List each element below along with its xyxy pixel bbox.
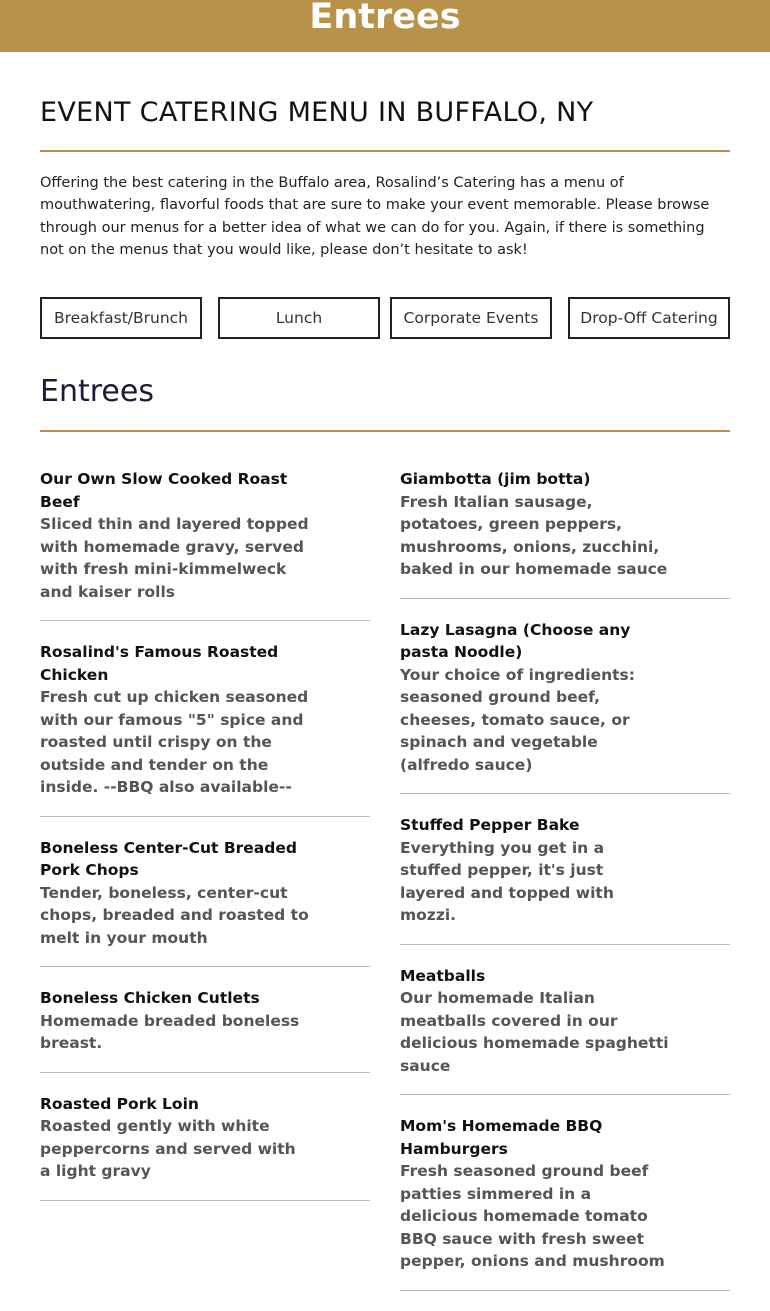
menu-item-name: Stuffed Pepper Bake bbox=[400, 816, 580, 834]
menu-item-description: Fresh Italian sausage, potatoes, green peppers, mushrooms, onions, zucchini, baked in our homemade sauce bbox=[400, 492, 668, 578]
menu-item-name: Boneless Center-Cut Breaded Pork Chops bbox=[40, 838, 297, 879]
menu-item-description: Everything you get in a stuffed pepper, it's just layered and topped with mozzi. bbox=[400, 838, 614, 924]
menu-item-name: Our Own Slow Cooked Roast Beef bbox=[40, 470, 288, 511]
menu-item bbox=[40, 468, 370, 621]
tab-lunch[interactable]: Lunch bbox=[218, 297, 380, 339]
menu-item-description: Homemade breaded boneless breast. bbox=[40, 1011, 300, 1052]
menu-item-description: Our homemade Italian meatballs covered in our delicious homemade spaghetti sauce bbox=[400, 989, 669, 1075]
menu-item-name: Boneless Chicken Cutlets bbox=[40, 989, 260, 1007]
menu-item-name: Rosalind's Famous Roasted Chicken bbox=[40, 643, 279, 684]
menu-item-description: Roasted gently with white peppercorns and served with a light gravy bbox=[40, 1117, 296, 1180]
menu-item bbox=[40, 1093, 370, 1201]
menu-column-left bbox=[40, 468, 370, 1221]
intro-paragraph: Offering the best catering in the Buffalo area, Rosalind’s Catering has a menu of mouthwatering, flavorful foods that are sure to make your event memorable. Please browse through our menus for a better idea of what we can do for you. Again, if there is something not on the menus that you would like, please don’t hesitate to ask! bbox=[40, 175, 710, 259]
menu-item-name: Lazy Lasagna (Choose any pasta Noodle) bbox=[400, 620, 631, 661]
menu-item-name: Roasted Pork Loin bbox=[40, 1094, 199, 1113]
menu-item bbox=[400, 619, 730, 795]
menu-item-description: Fresh cut up chicken seasoned with our famous "5" spice and roasted until crispy on the outside and tender on the inside. --BBQ also available-- bbox=[40, 688, 309, 796]
page-title: EVENT CATERING MENU IN BUFFALO, NY bbox=[40, 97, 594, 128]
menu-item-description: Your choice of ingredients: seasoned ground beef, cheeses, tomato sauce, or spinach and vegetable (alfredo sauce) bbox=[400, 665, 635, 774]
menu-item-name: Meatballs bbox=[400, 966, 486, 985]
menu-item bbox=[40, 987, 370, 1073]
tab-drop-off-catering[interactable]: Drop-Off Catering bbox=[568, 297, 730, 339]
page-banner bbox=[0, 0, 770, 52]
menu-item bbox=[40, 641, 370, 817]
menu-item-description: Tender, boneless, center-cut chops, breaded and roasted to melt in your mouth bbox=[40, 883, 309, 947]
tab-breakfast-brunch[interactable]: Breakfast/Brunch bbox=[40, 297, 202, 339]
menu-item-description: Fresh seasoned ground beef patties simmered in a delicious homemade tomato BBQ sauce with fresh sweet pepper, onions and mushroom bbox=[400, 1162, 665, 1270]
menu-item-name: Giambotta (jim botta) bbox=[400, 470, 591, 488]
title-divider bbox=[40, 150, 730, 152]
menu-item bbox=[40, 837, 370, 968]
menu-item bbox=[400, 1115, 730, 1291]
tab-corporate-events[interactable]: Corporate Events bbox=[390, 297, 552, 339]
menu-item bbox=[400, 814, 730, 945]
menu-item-description: Sliced thin and layered topped with homemade gravy, served with fresh mini-kimmelweck and kaiser rolls bbox=[40, 515, 309, 601]
menu-item bbox=[400, 965, 730, 1096]
menu-item-name: Mom's Homemade BBQ Hamburgers bbox=[400, 1117, 603, 1158]
section-title: Entrees bbox=[40, 374, 154, 409]
menu-item bbox=[400, 468, 730, 599]
section-divider bbox=[40, 430, 730, 432]
banner-title: Entrees bbox=[309, 0, 461, 37]
menu-column-right bbox=[400, 468, 730, 1311]
